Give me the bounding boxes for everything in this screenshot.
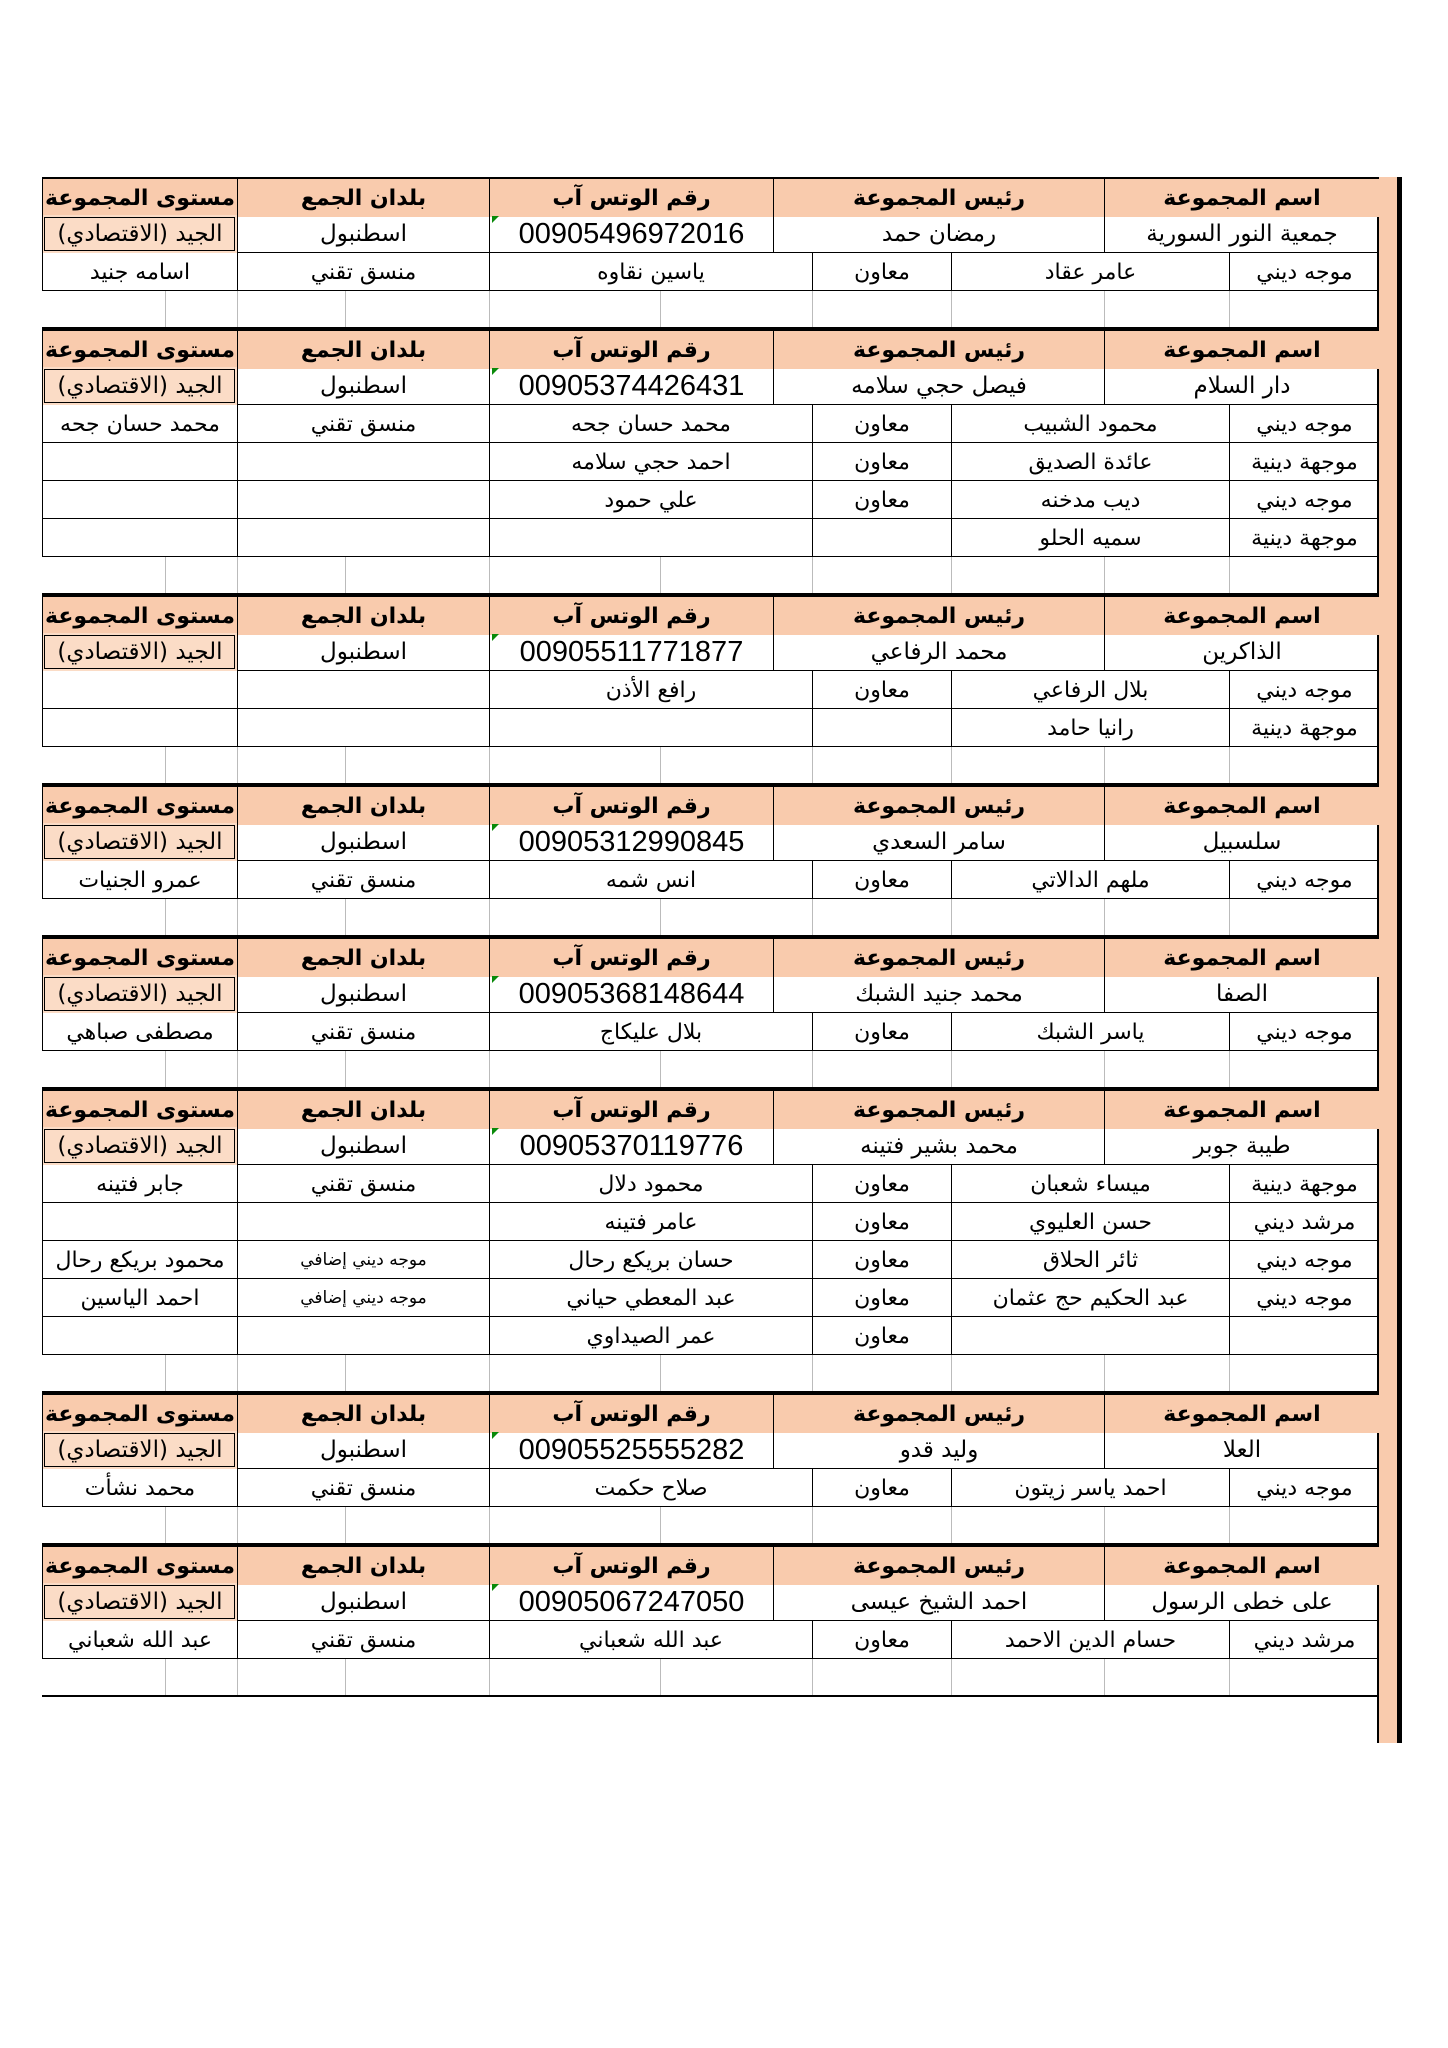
grid-line <box>165 899 166 935</box>
group-info-row <box>42 823 1379 861</box>
person-name <box>951 1317 1229 1355</box>
collection-country: اسطنبول <box>237 1431 489 1469</box>
whatsapp-number: 00905370119776 <box>489 1127 773 1165</box>
role-label: معاون <box>812 1279 951 1317</box>
whatsapp-number: 00905496972016 <box>489 215 773 253</box>
role-label: معاون <box>812 405 951 443</box>
header-whatsapp: رقم الوتس آب <box>489 787 773 825</box>
groups-sheet <box>42 177 1379 1697</box>
group-name: دار السلام <box>1104 367 1379 405</box>
role-label: موجه ديني <box>1229 481 1379 519</box>
role-label: معاون <box>812 861 951 899</box>
header-group-leader: رئيس المجموعة <box>773 1091 1104 1129</box>
header-countries: بلدان الجمع <box>237 1091 489 1129</box>
role-label: معاون <box>812 253 951 291</box>
person-name: محمد حسان جحه <box>42 405 237 443</box>
grid-line <box>345 291 346 327</box>
collection-country: اسطنبول <box>237 367 489 405</box>
staff-row <box>42 671 1379 709</box>
grid-line <box>237 899 238 935</box>
header-whatsapp: رقم الوتس آب <box>489 1395 773 1433</box>
header-group-name: اسم المجموعة <box>1104 331 1379 369</box>
role-label <box>237 1317 489 1355</box>
header-countries: بلدان الجمع <box>237 939 489 977</box>
header-countries: بلدان الجمع <box>237 787 489 825</box>
grid-line <box>812 291 813 327</box>
grid-line <box>489 747 490 783</box>
staff-row <box>42 1241 1379 1279</box>
role-label: موجهة دينية <box>1229 709 1379 747</box>
header-group-name: اسم المجموعة <box>1104 1395 1379 1433</box>
header-group-name: اسم المجموعة <box>1104 597 1379 635</box>
spacer-row <box>42 557 1379 595</box>
grid-line <box>165 1355 166 1391</box>
grid-line <box>1104 1507 1105 1543</box>
grid-line <box>1229 899 1230 935</box>
role-label: معاون <box>812 1165 951 1203</box>
grid-line <box>489 1507 490 1543</box>
person-name: ميساء شعبان <box>951 1165 1229 1203</box>
grid-line <box>345 1507 346 1543</box>
collection-country: اسطنبول <box>237 1583 489 1621</box>
role-label: منسق تقني <box>237 1621 489 1659</box>
group-name: طيبة جوبر <box>1104 1127 1379 1165</box>
whatsapp-number: 00905511771877 <box>489 633 773 671</box>
role-label: موجه ديني <box>1229 1241 1379 1279</box>
collection-country: اسطنبول <box>237 823 489 861</box>
header-level: مستوى المجموعة <box>42 331 237 369</box>
collection-country: اسطنبول <box>237 215 489 253</box>
header-whatsapp: رقم الوتس آب <box>489 939 773 977</box>
group-info-row <box>42 1431 1379 1469</box>
role-label <box>237 519 489 557</box>
header-group-leader: رئيس المجموعة <box>773 1395 1104 1433</box>
grid-line <box>660 1355 661 1391</box>
group-name: الصفا <box>1104 975 1379 1013</box>
role-label: معاون <box>812 1013 951 1051</box>
collection-country: اسطنبول <box>237 975 489 1013</box>
group-header-row <box>42 1089 1379 1127</box>
person-name: مصطفى صباهي <box>42 1013 237 1051</box>
role-label: موجه ديني إضافي <box>237 1279 489 1317</box>
grid-line <box>1104 1355 1105 1391</box>
grid-line <box>951 1507 952 1543</box>
grid-line <box>345 899 346 935</box>
grid-line <box>812 557 813 593</box>
person-name: سميه الحلو <box>951 519 1229 557</box>
group-header-row <box>42 785 1379 823</box>
person-name: ملهم الدالاتي <box>951 861 1229 899</box>
role-label: منسق تقني <box>237 405 489 443</box>
grid-line <box>1229 747 1230 783</box>
grid-line <box>489 291 490 327</box>
grid-line <box>489 557 490 593</box>
grid-line <box>951 747 952 783</box>
role-label <box>812 519 951 557</box>
group-header-row <box>42 937 1379 975</box>
person-name: علي حمود <box>489 481 812 519</box>
role-label: معاون <box>812 1317 951 1355</box>
role-label: موجه ديني <box>1229 1279 1379 1317</box>
role-label: معاون <box>812 1621 951 1659</box>
person-name: حسان بريكع رحال <box>489 1241 812 1279</box>
group-leader: سامر السعدي <box>773 823 1104 861</box>
person-name: عامر عقاد <box>951 253 1229 291</box>
grid-line <box>812 1507 813 1543</box>
right-border-strip <box>1377 177 1399 1743</box>
grid-line <box>1104 1659 1105 1695</box>
grid-line <box>345 557 346 593</box>
grid-line <box>237 1659 238 1695</box>
grid-line <box>237 291 238 327</box>
grid-line <box>165 1659 166 1695</box>
person-name <box>489 519 812 557</box>
whatsapp-number: 00905368148644 <box>489 975 773 1013</box>
staff-row <box>42 443 1379 481</box>
staff-row <box>42 1013 1379 1051</box>
group-leader: محمد جنيد الشبك <box>773 975 1104 1013</box>
grid-line <box>1229 1507 1230 1543</box>
group-level: الجيد (الاقتصادي) <box>42 975 237 1013</box>
group-level: الجيد (الاقتصادي) <box>42 1583 237 1621</box>
group-level: الجيد (الاقتصادي) <box>42 823 237 861</box>
staff-row <box>42 1165 1379 1203</box>
staff-row <box>42 1203 1379 1241</box>
role-label: منسق تقني <box>237 253 489 291</box>
header-whatsapp: رقم الوتس آب <box>489 179 773 217</box>
grid-line <box>345 747 346 783</box>
staff-row <box>42 1279 1379 1317</box>
grid-line <box>951 1051 952 1087</box>
person-name: ثائر الحلاق <box>951 1241 1229 1279</box>
grid-line <box>165 1051 166 1087</box>
role-label: موجه ديني <box>1229 253 1379 291</box>
person-name: عبد المعطي حياني <box>489 1279 812 1317</box>
role-label: منسق تقني <box>237 1165 489 1203</box>
header-level: مستوى المجموعة <box>42 939 237 977</box>
group-level: الجيد (الاقتصادي) <box>42 633 237 671</box>
role-label: موجهة دينية <box>1229 1165 1379 1203</box>
header-whatsapp: رقم الوتس آب <box>489 331 773 369</box>
group-name: العلا <box>1104 1431 1379 1469</box>
role-label: منسق تقني <box>237 1469 489 1507</box>
staff-row <box>42 1317 1379 1355</box>
grid-line <box>489 1051 490 1087</box>
grid-line <box>489 1659 490 1695</box>
group-name: الذاكرين <box>1104 633 1379 671</box>
grid-line <box>812 747 813 783</box>
grid-line <box>237 557 238 593</box>
header-level: مستوى المجموعة <box>42 597 237 635</box>
whatsapp-number: 00905312990845 <box>489 823 773 861</box>
header-group-name: اسم المجموعة <box>1104 179 1379 217</box>
grid-line <box>951 557 952 593</box>
spacer-row <box>42 291 1379 329</box>
group-header-row <box>42 595 1379 633</box>
group-leader: محمد الرفاعي <box>773 633 1104 671</box>
grid-line <box>660 1507 661 1543</box>
person-name: عائدة الصديق <box>951 443 1229 481</box>
grid-line <box>951 1355 952 1391</box>
role-label <box>237 671 489 709</box>
role-label: منسق تقني <box>237 1013 489 1051</box>
grid-line <box>1104 557 1105 593</box>
header-group-leader: رئيس المجموعة <box>773 1547 1104 1585</box>
group-leader: محمد بشير فتينه <box>773 1127 1104 1165</box>
person-name: عامر فتينه <box>489 1203 812 1241</box>
collection-country: اسطنبول <box>237 1127 489 1165</box>
group-level: الجيد (الاقتصادي) <box>42 215 237 253</box>
grid-line <box>1104 291 1105 327</box>
role-label: موجه ديني <box>1229 405 1379 443</box>
person-name: بلال الرفاعي <box>951 671 1229 709</box>
role-label <box>1229 1317 1379 1355</box>
role-label: موجه ديني <box>1229 861 1379 899</box>
person-name: عمر الصيداوي <box>489 1317 812 1355</box>
right-border-line <box>1397 177 1402 1743</box>
header-group-leader: رئيس المجموعة <box>773 331 1104 369</box>
grid-line <box>237 1507 238 1543</box>
group-header-row <box>42 1545 1379 1583</box>
person-name <box>42 481 237 519</box>
role-label: موجه ديني <box>1229 671 1379 709</box>
person-name <box>42 1203 237 1241</box>
grid-line <box>951 291 952 327</box>
person-name: حسام الدين الاحمد <box>951 1621 1229 1659</box>
grid-line <box>345 1659 346 1695</box>
group-block <box>42 937 1379 1051</box>
grid-line <box>812 1355 813 1391</box>
grid-line <box>237 1355 238 1391</box>
person-name: رانيا حامد <box>951 709 1229 747</box>
role-label <box>237 481 489 519</box>
header-level: مستوى المجموعة <box>42 1091 237 1129</box>
person-name: محمد حسان جحه <box>489 405 812 443</box>
role-label: مرشد ديني <box>1229 1621 1379 1659</box>
person-name: بلال عليكاج <box>489 1013 812 1051</box>
grid-line <box>345 1355 346 1391</box>
staff-row <box>42 709 1379 747</box>
grid-line <box>660 1051 661 1087</box>
group-leader: رمضان حمد <box>773 215 1104 253</box>
grid-line <box>660 1659 661 1695</box>
header-group-leader: رئيس المجموعة <box>773 787 1104 825</box>
header-group-name: اسم المجموعة <box>1104 1547 1379 1585</box>
spacer-row <box>42 747 1379 785</box>
whatsapp-number: 00905374426431 <box>489 367 773 405</box>
header-whatsapp: رقم الوتس آب <box>489 1091 773 1129</box>
group-block <box>42 177 1379 291</box>
grid-line <box>1104 1051 1105 1087</box>
person-name: عبد الحكيم حج عثمان <box>951 1279 1229 1317</box>
group-info-row <box>42 215 1379 253</box>
grid-line <box>660 557 661 593</box>
grid-line <box>812 899 813 935</box>
header-group-leader: رئيس المجموعة <box>773 179 1104 217</box>
group-name: جمعية النور السورية <box>1104 215 1379 253</box>
role-label: معاون <box>812 1469 951 1507</box>
person-name: ديب مدخنه <box>951 481 1229 519</box>
header-level: مستوى المجموعة <box>42 1547 237 1585</box>
person-name: جابر فتينه <box>42 1165 237 1203</box>
collection-country: اسطنبول <box>237 633 489 671</box>
group-block <box>42 1545 1379 1659</box>
person-name: عمرو الجنيات <box>42 861 237 899</box>
role-label: منسق تقني <box>237 861 489 899</box>
person-name <box>42 709 237 747</box>
grid-line <box>660 899 661 935</box>
role-label: معاون <box>812 443 951 481</box>
header-countries: بلدان الجمع <box>237 331 489 369</box>
person-name: انس شمه <box>489 861 812 899</box>
person-name <box>42 519 237 557</box>
person-name: محمود بريكع رحال <box>42 1241 237 1279</box>
grid-line <box>165 557 166 593</box>
header-countries: بلدان الجمع <box>237 1395 489 1433</box>
group-level: الجيد (الاقتصادي) <box>42 367 237 405</box>
grid-line <box>812 1659 813 1695</box>
header-countries: بلدان الجمع <box>237 179 489 217</box>
group-leader: فيصل حجي سلامه <box>773 367 1104 405</box>
whatsapp-number: 00905525555282 <box>489 1431 773 1469</box>
grid-line <box>1104 747 1105 783</box>
group-info-row <box>42 1127 1379 1165</box>
role-label: معاون <box>812 1203 951 1241</box>
staff-row <box>42 481 1379 519</box>
role-label: موجه ديني <box>1229 1013 1379 1051</box>
grid-line <box>1104 899 1105 935</box>
person-name <box>489 709 812 747</box>
group-header-row <box>42 1393 1379 1431</box>
group-name: سلسبيل <box>1104 823 1379 861</box>
spacer-row <box>42 899 1379 937</box>
group-block <box>42 1393 1379 1507</box>
grid-line <box>165 1507 166 1543</box>
person-name: احمد الياسين <box>42 1279 237 1317</box>
header-whatsapp: رقم الوتس آب <box>489 1547 773 1585</box>
group-info-row <box>42 975 1379 1013</box>
header-group-name: اسم المجموعة <box>1104 787 1379 825</box>
person-name: محمود الشبيب <box>951 405 1229 443</box>
group-info-row <box>42 1583 1379 1621</box>
role-label: مرشد ديني <box>1229 1203 1379 1241</box>
staff-row <box>42 405 1379 443</box>
grid-line <box>237 1051 238 1087</box>
person-name: محمد نشأت <box>42 1469 237 1507</box>
header-level: مستوى المجموعة <box>42 1395 237 1433</box>
role-label <box>812 709 951 747</box>
role-label: موجه ديني <box>1229 1469 1379 1507</box>
role-label: موجه ديني إضافي <box>237 1241 489 1279</box>
group-level: الجيد (الاقتصادي) <box>42 1127 237 1165</box>
group-name: على خطى الرسول <box>1104 1583 1379 1621</box>
person-name: محمود دلال <box>489 1165 812 1203</box>
grid-line <box>1229 1051 1230 1087</box>
group-block <box>42 595 1379 747</box>
header-level: مستوى المجموعة <box>42 787 237 825</box>
group-leader: وليد قدو <box>773 1431 1104 1469</box>
group-header-row <box>42 329 1379 367</box>
staff-row <box>42 519 1379 557</box>
staff-row <box>42 1621 1379 1659</box>
grid-line <box>660 291 661 327</box>
spacer-row <box>42 1507 1379 1545</box>
group-leader: احمد الشيخ عيسى <box>773 1583 1104 1621</box>
header-level: مستوى المجموعة <box>42 179 237 217</box>
group-block <box>42 785 1379 899</box>
group-block <box>42 329 1379 557</box>
grid-line <box>345 1051 346 1087</box>
group-block <box>42 1089 1379 1355</box>
grid-line <box>1229 1659 1230 1695</box>
grid-line <box>489 1355 490 1391</box>
grid-line <box>1229 557 1230 593</box>
person-name <box>42 671 237 709</box>
spacer-row <box>42 1659 1379 1697</box>
person-name: عبد الله شعباني <box>42 1621 237 1659</box>
role-label: معاون <box>812 671 951 709</box>
person-name: صلاح حكمت <box>489 1469 812 1507</box>
role-label <box>237 709 489 747</box>
person-name: حسن العليوي <box>951 1203 1229 1241</box>
role-label <box>237 443 489 481</box>
person-name: عبد الله شعباني <box>489 1621 812 1659</box>
spacer-row <box>42 1355 1379 1393</box>
grid-line <box>165 291 166 327</box>
grid-line <box>1229 1355 1230 1391</box>
person-name: احمد حجي سلامه <box>489 443 812 481</box>
person-name <box>42 443 237 481</box>
group-level: الجيد (الاقتصادي) <box>42 1431 237 1469</box>
header-countries: بلدان الجمع <box>237 1547 489 1585</box>
header-whatsapp: رقم الوتس آب <box>489 597 773 635</box>
staff-row <box>42 253 1379 291</box>
grid-line <box>660 747 661 783</box>
person-name: ياسر الشبك <box>951 1013 1229 1051</box>
header-group-leader: رئيس المجموعة <box>773 597 1104 635</box>
grid-line <box>489 899 490 935</box>
grid-line <box>165 747 166 783</box>
role-label: موجهة دينية <box>1229 519 1379 557</box>
grid-line <box>1229 291 1230 327</box>
grid-line <box>812 1051 813 1087</box>
grid-line <box>237 747 238 783</box>
staff-row <box>42 1469 1379 1507</box>
spacer-row <box>42 1051 1379 1089</box>
header-group-leader: رئيس المجموعة <box>773 939 1104 977</box>
person-name: اسامه جنيد <box>42 253 237 291</box>
group-info-row <box>42 633 1379 671</box>
whatsapp-number: 00905067247050 <box>489 1583 773 1621</box>
person-name: احمد ياسر زيتون <box>951 1469 1229 1507</box>
group-info-row <box>42 367 1379 405</box>
group-header-row <box>42 177 1379 215</box>
role-label: موجهة دينية <box>1229 443 1379 481</box>
person-name: رافع الأذن <box>489 671 812 709</box>
role-label: معاون <box>812 1241 951 1279</box>
header-group-name: اسم المجموعة <box>1104 939 1379 977</box>
header-countries: بلدان الجمع <box>237 597 489 635</box>
header-group-name: اسم المجموعة <box>1104 1091 1379 1129</box>
person-name <box>42 1317 237 1355</box>
role-label <box>237 1203 489 1241</box>
person-name: ياسين نقاوه <box>489 253 812 291</box>
grid-line <box>951 1659 952 1695</box>
role-label: معاون <box>812 481 951 519</box>
grid-line <box>951 899 952 935</box>
staff-row <box>42 861 1379 899</box>
